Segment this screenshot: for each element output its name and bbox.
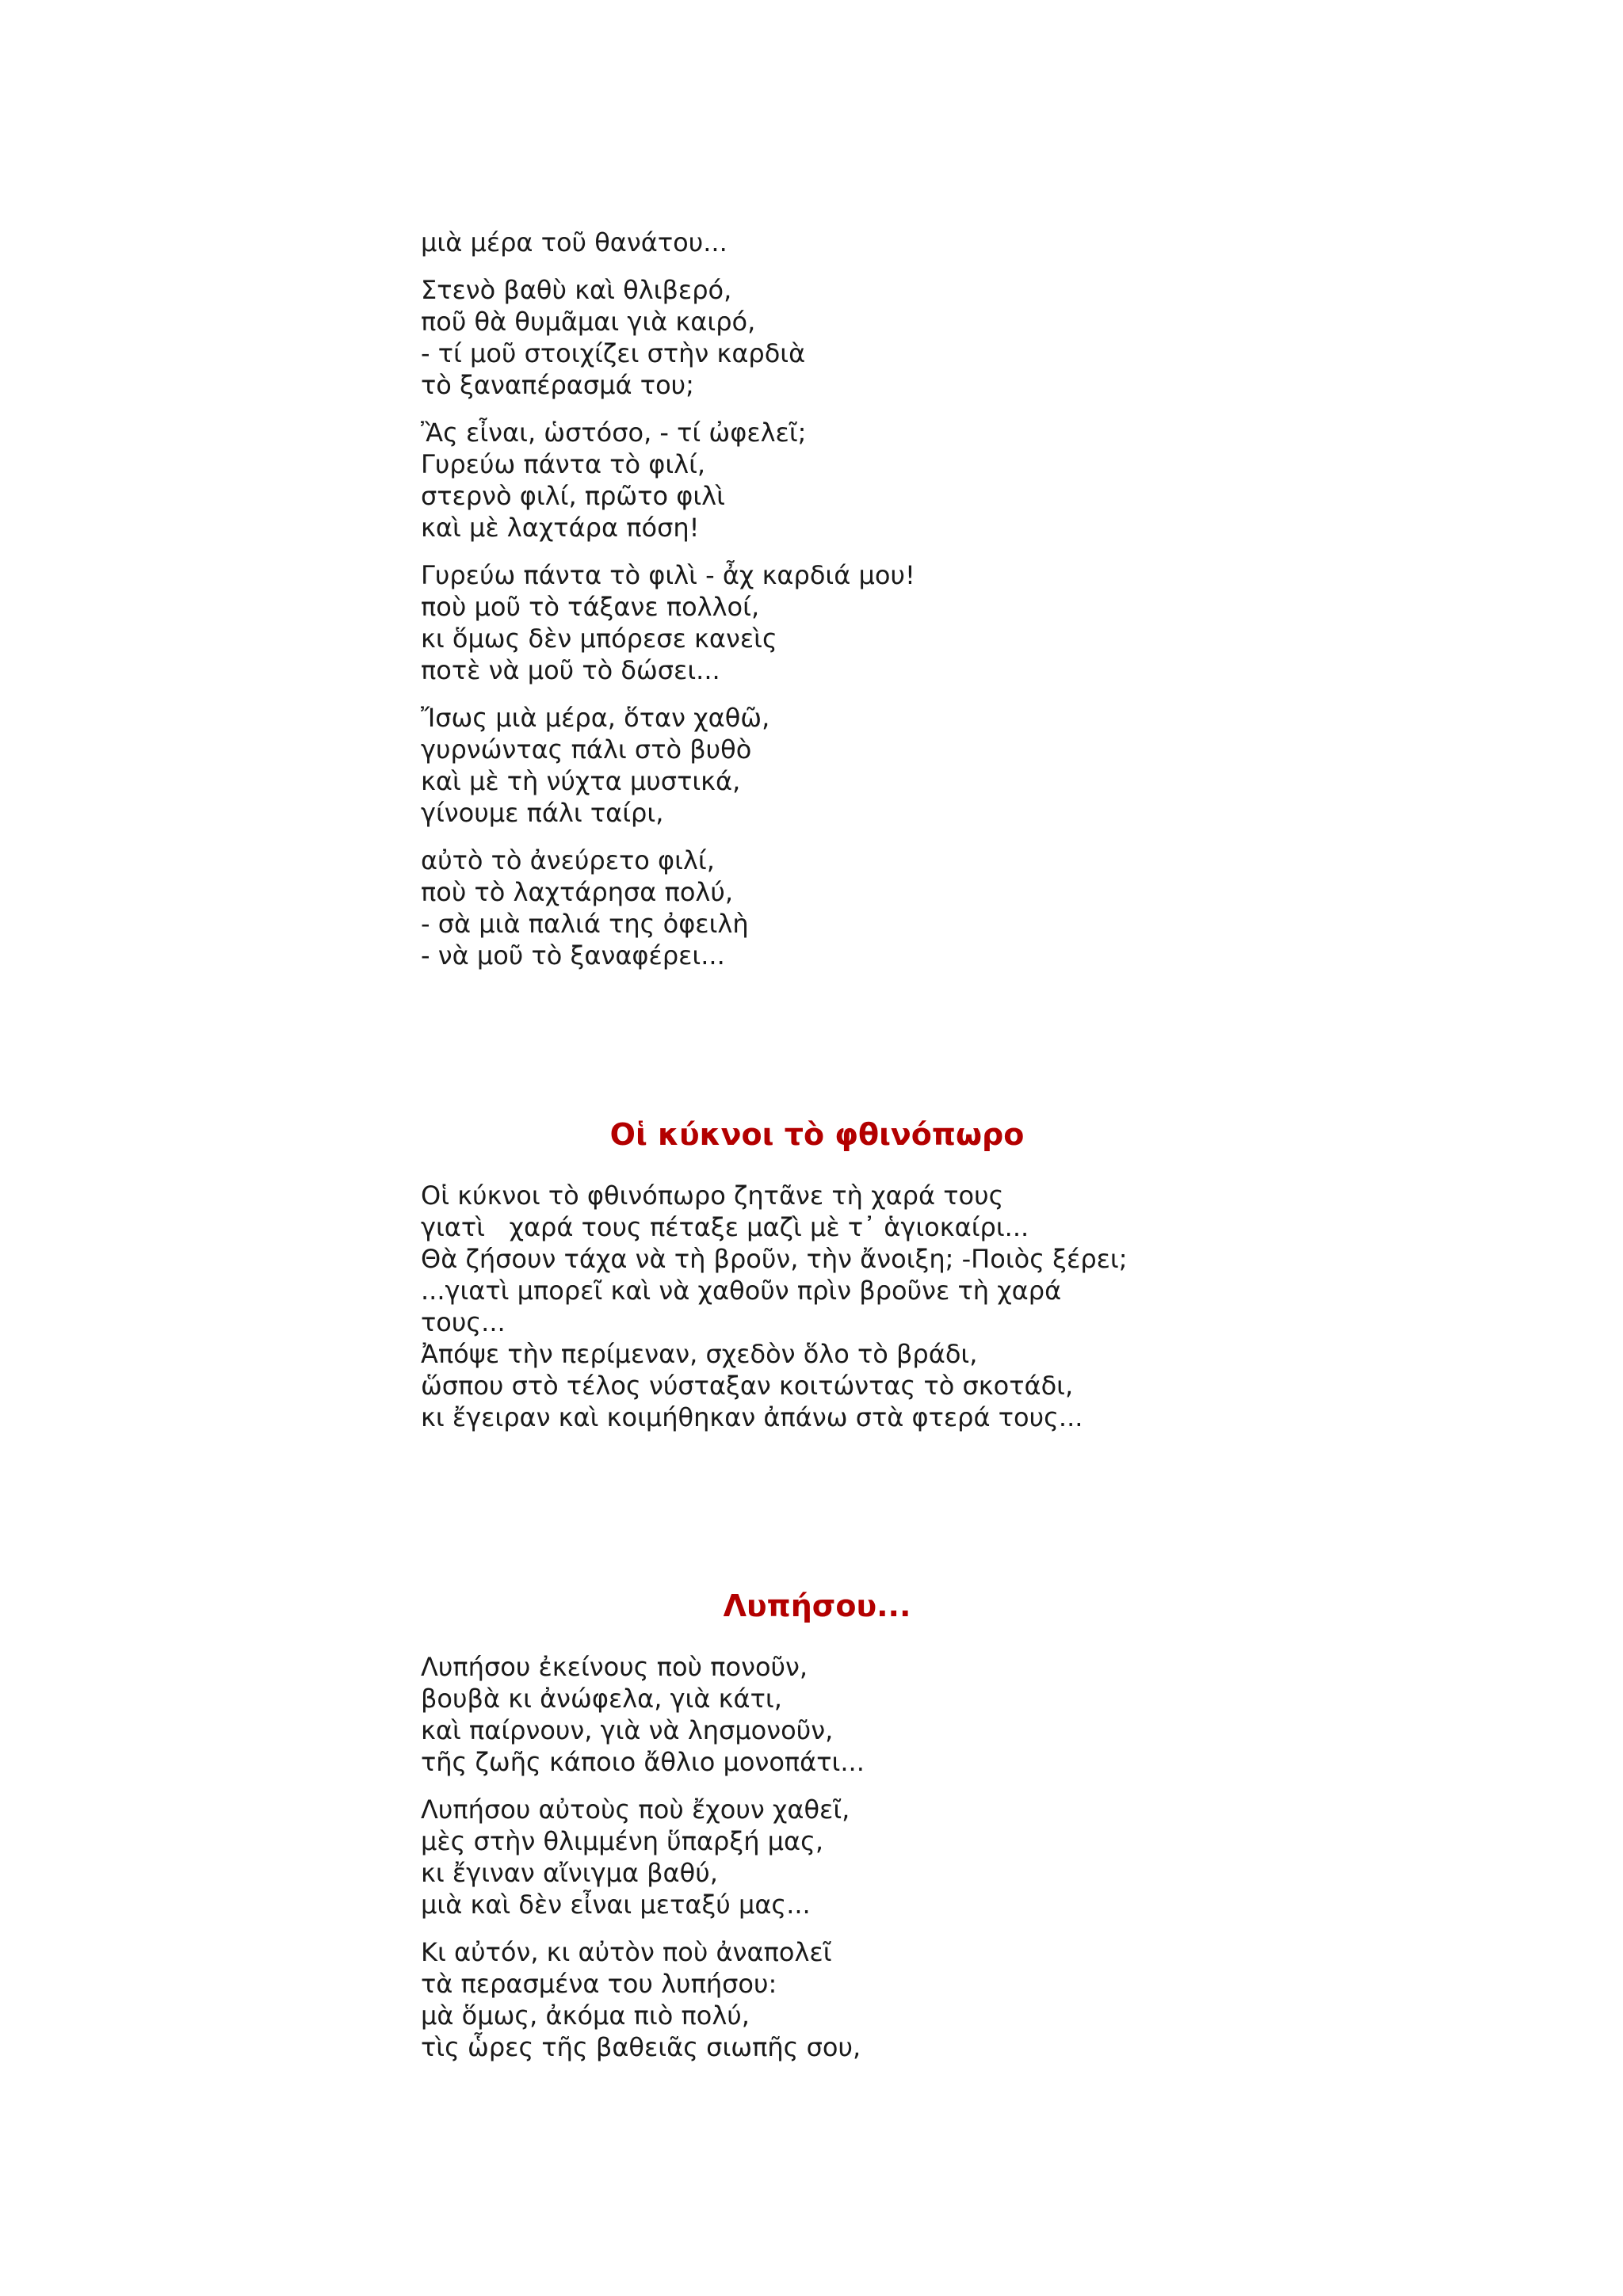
verse-line: ὥσπου στὸ τέλος νύσταξαν κοιτώντας τὸ σκοτάδι, [421, 1371, 1074, 1401]
verse-line: Θὰ ζήσουν τάχα νὰ τὴ βροῦν, τὴν ἄνοιξη; -Ποιὸς ξέρει; [421, 1244, 1128, 1274]
verse-line: μιὰ μέρα τοῦ θανάτου... [421, 227, 727, 257]
verse-line: μιὰ καὶ δὲν εἶναι μεταξύ μας... [421, 1890, 811, 1920]
verse-line: Λυπήσου ἐκείνους ποὺ πονοῦν, [421, 1652, 808, 1682]
verse-line: ποὺ τὸ λαχτάρησα πολύ, [421, 877, 734, 907]
verse-line: τους... [421, 1307, 506, 1337]
stanza [421, 274, 1213, 401]
verse-line: ...γιατὶ μπορεῖ καὶ νὰ χαθοῦν πρὶν βροῦνε τὴ χαρά [421, 1276, 1062, 1306]
verse-line: κι ἔγιναν αἴνιγμα βαθύ, [421, 1858, 718, 1888]
stanza [421, 559, 1213, 686]
verse-line: τὸ ξαναπέρασμά του; [421, 370, 694, 400]
verse-line: κι ὅμως δὲν μπόρεσε κανεὶς [421, 624, 777, 654]
stanza [421, 1651, 1213, 1778]
stanza [421, 227, 1213, 258]
verse-line: ποτὲ νὰ μοῦ τὸ δώσει... [421, 655, 720, 685]
verse-line: στερνὸ φιλί, πρῶτο φιλὶ [421, 481, 725, 511]
stanza [421, 845, 1213, 971]
verse-line: Ἂς εἶναι, ὡστόσο, - τί ὠφελεῖ; [421, 418, 807, 448]
verse-line: Στενὸ βαθὺ καὶ θλιβερό, [421, 275, 732, 305]
stanza [421, 1936, 1213, 2063]
verse-line: γίνουμε πάλι ταίρι, [421, 798, 664, 828]
poem-title: Λυπήσου... [723, 1589, 911, 1623]
poem-body [421, 1651, 1213, 2079]
verse-line: μὲς στὴν θλιμμένη ὕπαρξή μας, [421, 1826, 824, 1856]
verse-line: τῆς ζωῆς κάποιο ἄθλιο μονοπάτι... [421, 1747, 865, 1777]
verse-line: - τί μοῦ στοιχίζει στὴν καρδιὰ [421, 338, 806, 368]
verse-line: Οἱ κύκνοι τὸ φθινόπωρο ζητᾶνε τὴ χαρά τους [421, 1180, 1004, 1211]
verse-line: καὶ μὲ λαχτάρα πόση! [421, 513, 700, 543]
verse-line: Γυρεύω πάντα τὸ φιλὶ - ἆχ καρδιά μου! [421, 560, 915, 590]
verse-line: - νὰ μοῦ τὸ ξαναφέρει... [421, 940, 725, 971]
verse-line: Λυπήσου αὐτοὺς ποὺ ἔχουν χαθεῖ, [421, 1794, 850, 1825]
verse-line: Ἀπόψε τὴν περίμεναν, σχεδὸν ὅλο τὸ βράδι, [421, 1339, 978, 1369]
poem-continuation [421, 227, 1213, 987]
verse-line: - σὰ μιὰ παλιά της ὀφειλὴ [421, 909, 749, 939]
verse-line: καὶ παίρνουν, γιὰ νὰ λησμονοῦν, [421, 1715, 834, 1745]
verse-line: γυρνώντας πάλι στὸ βυθὸ [421, 734, 752, 765]
stanza [421, 417, 1213, 543]
verse-line: κι ἔγειραν καὶ κοιμήθηκαν ἀπάνω στὰ φτερά τους... [421, 1402, 1083, 1432]
verse-line: Γυρεύω πάντα τὸ φιλί, [421, 449, 706, 479]
verse-line: αὐτὸ τὸ ἀνεύρετο φιλί, [421, 845, 715, 875]
verse-line: ποῦ θὰ θυμᾶμαι γιὰ καιρό, [421, 307, 756, 337]
verse-line: τὶς ὧρες τῆς βαθειᾶς σιωπῆς σου, [421, 2032, 861, 2062]
verse-line: μὰ ὅμως, ἀκόμα πιὸ πολύ, [421, 2000, 750, 2031]
verse-line: ποὺ μοῦ τὸ τάξανε πολλοί, [421, 592, 760, 622]
poem-title: Οἱ κύκνοι τὸ φθινόπωρο [609, 1117, 1025, 1152]
verse-line: βουβὰ κι ἀνώφελα, γιὰ κάτι, [421, 1684, 782, 1714]
verse-line: Κι αὐτόν, κι αὐτὸν ποὺ ἀναπολεῖ [421, 1937, 832, 1967]
poem-body [421, 1180, 1213, 1433]
stanza [421, 702, 1213, 829]
verse-line: Ἴσως μιὰ μέρα, ὅταν χαθῶ, [421, 703, 770, 733]
verse-line: καὶ μὲ τὴ νύχτα μυστικά, [421, 766, 741, 796]
stanza [421, 1794, 1213, 1920]
verse-line: τὰ περασμένα του λυπήσου: [421, 1969, 777, 1999]
verse-line: γιατὶ χαρά τους πέταξε μαζὶ μὲ τ᾽ ἁγιοκαίρι... [421, 1212, 1029, 1242]
